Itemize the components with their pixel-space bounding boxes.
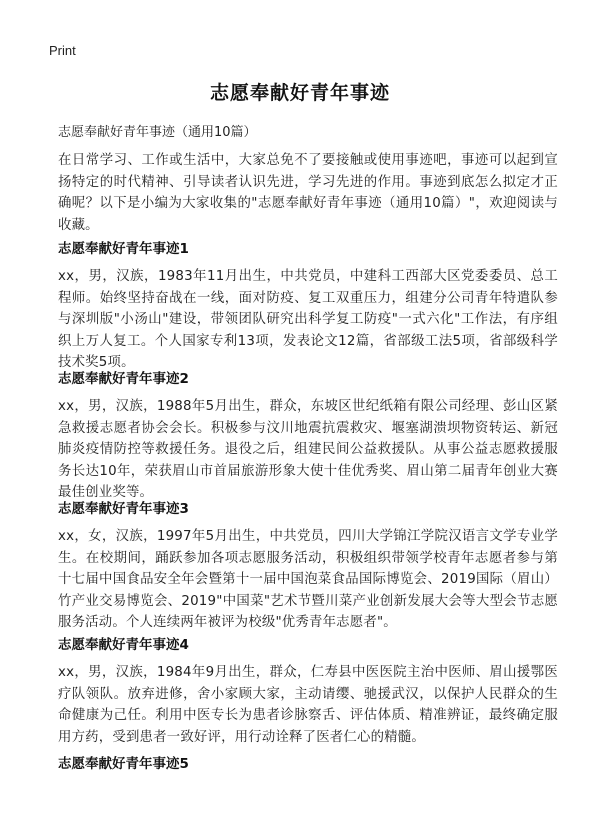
section-body-2: xx，男，汉族，1988年5月出生，群众，东坡区世纪纸箱有限公司经理、彭山区紧急救援志愿者协会会长。积极参与汶川地震抗震救灾、堰塞湖溃坝物资转运、新冠肺炎疫情防控等救援任务。退役之后，组建民间公益救援队。从事公益志愿救援服务长达10年，荣获眉山市首届旅游形象大使十佳优秀奖、眉山第二届青年创业大赛最佳创业奖等。 xyxy=(58,399,558,501)
section-heading-4: 志愿奉献好青年事迹4 xyxy=(58,637,189,653)
document-subtitle: 志愿奉献好青年事迹（通用10篇） xyxy=(58,125,257,140)
print-label[interactable]: Print xyxy=(49,43,76,58)
section-heading-2: 志愿奉献好青年事迹2 xyxy=(58,371,189,387)
section-heading-3: 志愿奉献好青年事迹3 xyxy=(58,501,189,517)
intro-paragraph: 在日常学习、工作或生活中，大家总免不了要接触或使用事迹吧，事迹可以起到宣扬特定的时代精神、引导读者认识先进，学习先进的作用。事迹到底怎么拟定才正确呢？以下是小编为大家收集的"志愿奉献好青年事迹（通用10篇）"，欢迎阅读与收藏。 xyxy=(58,153,558,233)
section-heading-1: 志愿奉献好青年事迹1 xyxy=(58,241,189,257)
section-body-3: xx，女，汉族，1997年5月出生，中共党员，四川大学锦江学院汉语言文学专业学生。在校期间，踊跃参加各项志愿服务活动，积极组织带领学校青年志愿者参与第十七届中国食品安全年会暨第十一届中国泡菜食品国际博览会、2019国际（眉山）竹产业交易博览会、2019"中国菜"艺术节暨川菜产业创新发展大会等大型会节志愿服务活动。个人连续两年被评为校级"优秀青年志愿者"。 xyxy=(58,529,558,631)
document-title: 志愿奉献好青年事迹 xyxy=(209,82,390,104)
page-bottom-fade xyxy=(0,818,600,828)
section-heading-5: 志愿奉献好青年事迹5 xyxy=(58,756,189,772)
section-body-4: xx，男，汉族，1984年9月出生，群众，仁寿县中医医院主治中医师、眉山援鄂医疗队领队。放弃进修，舍小家顾大家，主动请缨、驰援武汉，以保护人民群众的生命健康为己任。利用中医专长为患者诊脉察舌、评估体质、精准辨证，最终确定服用方药，受到患者一致好评，用行动诠释了医者仁心的精髓。 xyxy=(58,665,558,745)
section-body-1: xx，男，汉族，1983年11月出生，中共党员，中建科工西部大区党委委员、总工程师。始终坚持奋战在一线，面对防疫、复工双重压力，组建分公司青年特遣队参与深圳版"小汤山"建设，带领团队研究出科学复工防疫"一式六化"工作法，有序组织上万人复工。个人国家专利13项，发表论文12篇，省部级工法5项，省部级科学技术奖5项。 xyxy=(58,269,558,371)
